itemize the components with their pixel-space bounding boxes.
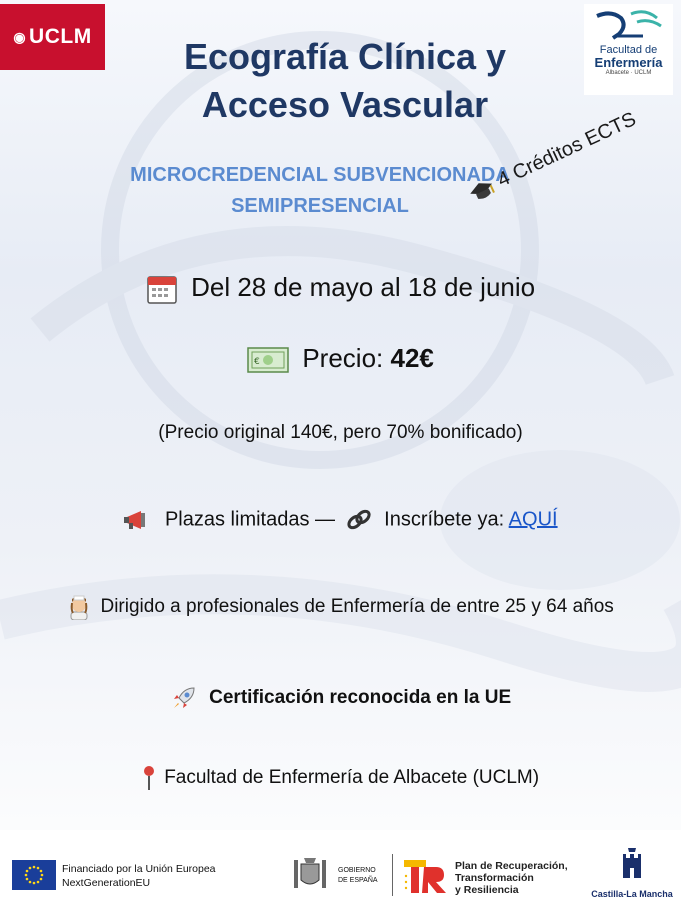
- megaphone-icon: [123, 508, 153, 532]
- dates-text: Del 28 de mayo al 18 de junio: [191, 272, 536, 302]
- uclm-logo-text: UCLM: [29, 25, 92, 48]
- subtitle-line-2: SEMIPRESENCIAL: [231, 195, 409, 217]
- target-audience-line: [0, 594, 681, 620]
- page-title: [110, 33, 580, 129]
- uclm-logo: [0, 4, 105, 70]
- castle-icon: [617, 844, 647, 884]
- recovery-plan-logo-icon: [402, 856, 450, 896]
- location-line: [0, 765, 681, 791]
- gobierno-text: [338, 866, 378, 886]
- banknote-icon: [247, 345, 289, 375]
- svg-text:€: €: [254, 357, 260, 368]
- price-note: (Precio original 140€, pero 70% bonificado): [158, 422, 523, 443]
- target-audience-text: Dirigido a profesionales de Enfermería de entre 25 y 64 años: [100, 596, 614, 618]
- price-line: [0, 343, 681, 375]
- registration-link[interactable]: AQUÍ: [508, 508, 558, 531]
- faculty-logo: [584, 4, 673, 95]
- eu-funding-line2: NextGenerationEU: [62, 877, 151, 889]
- calendar-icon: [146, 273, 178, 305]
- faculty-logo-line2: Enfermería: [594, 55, 663, 70]
- eu-flag-icon: [12, 860, 56, 890]
- subtitle-line-1: MICROCREDENCIAL SUBVENCIONADA: [130, 164, 510, 186]
- price-label: Precio:: [302, 343, 391, 373]
- title-line-2: Acceso Vascular: [201, 84, 489, 125]
- inscribete-text: Inscríbete ya:: [384, 508, 505, 531]
- pin-icon: [142, 765, 156, 791]
- link-icon: [345, 507, 373, 533]
- region-name: Castilla-La Mancha: [591, 889, 673, 899]
- gobierno-line2: DE ESPAÑA: [338, 877, 378, 884]
- footer-divider: [392, 854, 393, 896]
- faculty-emblem-icon: [591, 8, 667, 44]
- eu-funding-text: [62, 862, 216, 890]
- plan-line2: Transformación: [455, 872, 534, 884]
- plazas-text: Plazas limitadas —: [164, 508, 336, 531]
- faculty-logo-line3: Albacete · UCLM: [605, 70, 652, 76]
- gobierno-line1: GOBIERNO: [338, 867, 376, 874]
- castilla-la-mancha-logo: [590, 844, 674, 899]
- rocket-icon: [170, 684, 198, 712]
- nurse-icon: [67, 594, 91, 620]
- ects-text: 4 Créditos ECTS: [494, 108, 640, 192]
- plan-line1: Plan de Recuperación,: [455, 860, 568, 872]
- eu-funding-line1: Financiado por la Unión Europea: [62, 863, 216, 875]
- recovery-plan-text: [455, 860, 568, 896]
- spain-coat-of-arms-icon: [290, 854, 330, 894]
- certification-text: Certificación reconocida en la UE: [209, 687, 512, 709]
- price-value: 42€: [390, 343, 434, 373]
- location-text: Facultad de Enfermería de Albacete (UCLM): [164, 767, 540, 789]
- footer-logos: [0, 830, 681, 909]
- dates-line: [0, 272, 681, 305]
- title-line-1: Ecografía Clínica y: [183, 36, 507, 77]
- uclm-mark-icon: ◉: [13, 28, 27, 45]
- plan-line3: y Resiliencia: [455, 884, 519, 896]
- certification-line: [0, 684, 681, 712]
- plazas-line: [0, 507, 681, 533]
- faculty-logo-line1: Facultad de: [599, 44, 658, 56]
